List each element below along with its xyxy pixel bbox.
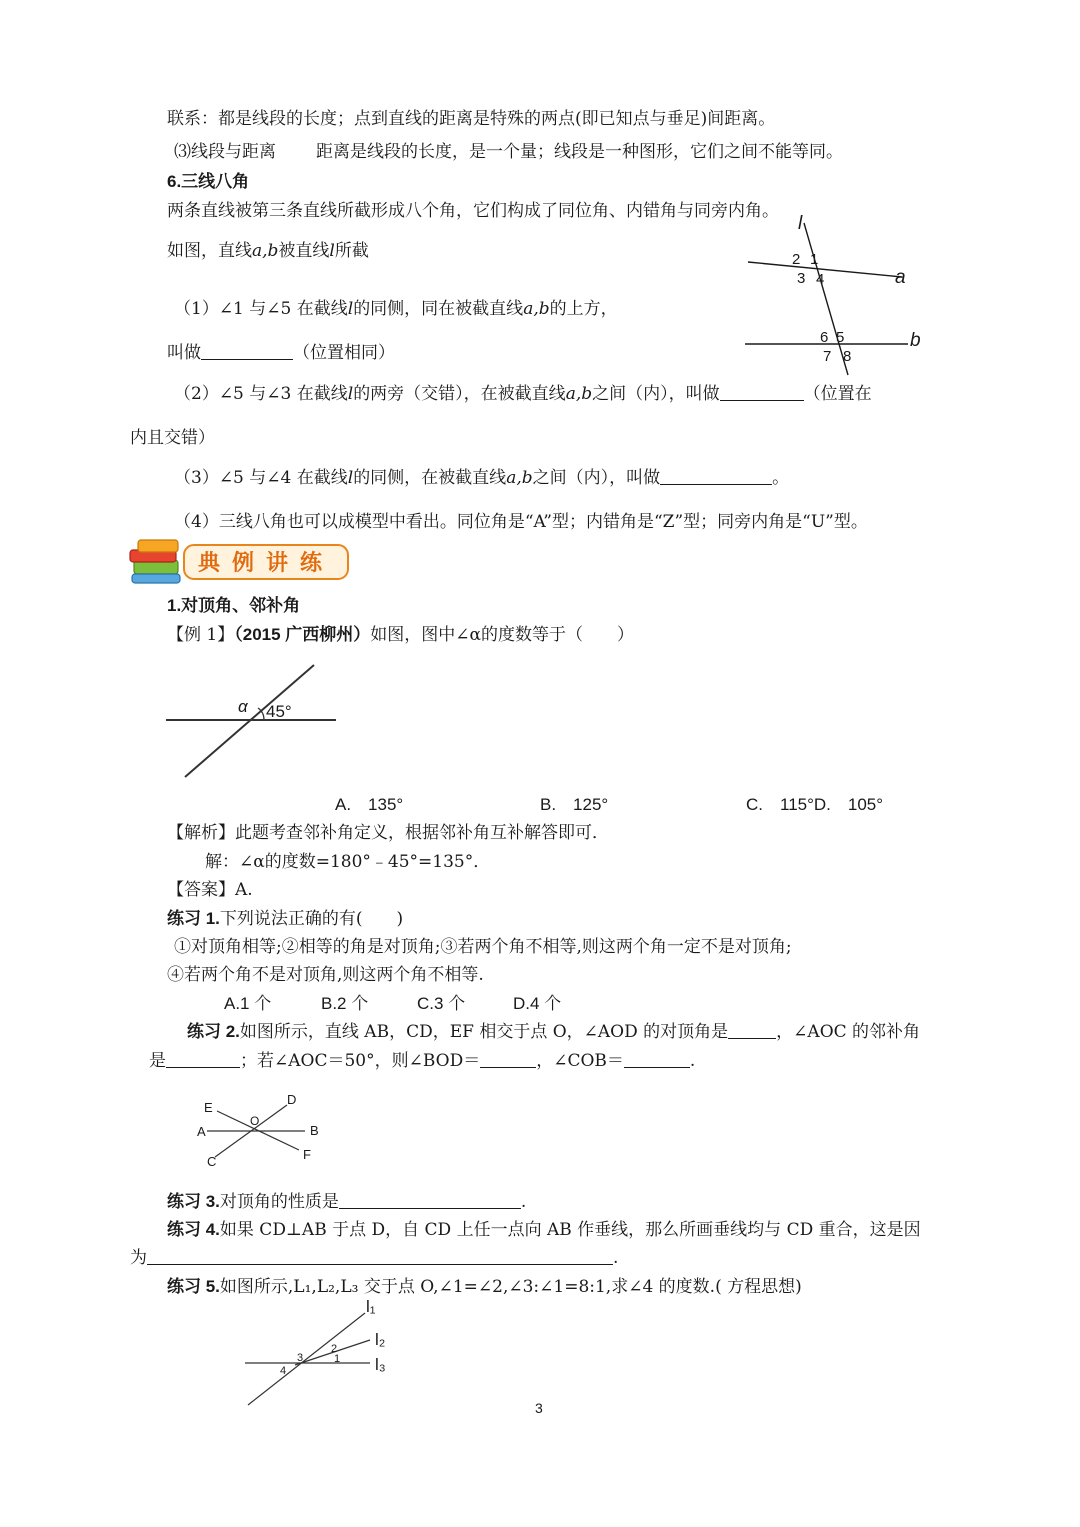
line-a	[748, 262, 902, 277]
practice2-line1	[187, 1020, 920, 1044]
sub1-title: 1.对顶角、邻补角	[167, 596, 301, 615]
practice3-text: 对顶角的性质是	[219, 1192, 339, 1212]
p2-line2: 内且交错）	[130, 428, 215, 448]
practice1-statement4: ④若两个角不是对顶角,则这两个角不相等.	[167, 965, 484, 985]
ex1-answer: 【答案】A.	[167, 880, 253, 900]
practice1-option-d[interactable]: D.4 个	[513, 994, 562, 1013]
fig-intro-l: l	[329, 241, 335, 261]
practice2-text-b: ，∠AOC 的邻补角	[776, 1022, 921, 1042]
item3-line	[174, 140, 843, 164]
p2-text-a: （2）∠5 与∠3 在截线	[174, 384, 348, 404]
ex1-question	[167, 623, 634, 647]
practice3-label: 练习 3.	[167, 1192, 220, 1211]
ex1-source: （2015 广西柳州）	[234, 625, 371, 644]
banner-title: 典例讲练	[198, 551, 335, 576]
practice1-text: 下列说法正确的有( )	[219, 909, 404, 929]
label-l2: l₂	[375, 1330, 386, 1349]
ex1-analysis: 【解析】此题考查邻补角定义，根据邻补角互补解答即可．	[167, 823, 609, 843]
practice4-line2	[130, 1246, 618, 1270]
p2-vars: a,b	[565, 384, 593, 404]
point-o: O	[250, 1114, 260, 1128]
p1-line1	[174, 297, 618, 321]
angle-1: 1	[810, 251, 819, 268]
p3-vars: a,b	[506, 468, 533, 488]
p3-line	[174, 466, 789, 490]
practice2-line2	[149, 1049, 695, 1073]
p3-text-c: 之间（内），叫做	[532, 468, 661, 488]
p1-line2	[167, 341, 395, 365]
angle-1: 1	[334, 1353, 341, 1365]
p2-line1	[174, 382, 872, 406]
fig-intro-text-a: 如图，直线	[167, 241, 252, 261]
label-l: l	[798, 213, 803, 234]
p1-vars: a,b	[523, 299, 550, 319]
practice2-line2-b: ；若∠AOC＝50°，则∠BOD＝	[240, 1051, 481, 1071]
label-a: a	[895, 267, 906, 288]
practice3-blank[interactable]	[339, 1190, 521, 1209]
p2-text-c: 之间（内），叫做	[592, 384, 720, 404]
ex1-label: 【例 1】	[167, 625, 235, 645]
practice2-line2-a: 是	[149, 1051, 166, 1071]
practice4-end: .	[613, 1248, 619, 1268]
practice5-text: 如图所示,L₁,L₂,L₃ 交于点 O,∠1=∠2,∠3:∠1=8:1,求∠4 的度数.( 方程思想)	[219, 1277, 802, 1297]
practice1-option-c[interactable]: C.3 个	[417, 994, 466, 1013]
item3-text: 距离是线段的长度，是一个量；线段是一种图形，它们之间不能等同。	[316, 142, 843, 162]
point-d: D	[287, 1092, 297, 1107]
angle-3: 3	[797, 270, 806, 287]
ex1-option-a[interactable]: A. 135°	[335, 795, 404, 814]
p1-l: l	[347, 299, 354, 319]
angle-4: 4	[816, 271, 825, 288]
three-lines-figure	[740, 215, 930, 385]
p2-l: l	[347, 384, 354, 404]
practice4-label: 练习 4.	[167, 1220, 220, 1239]
point-c: C	[207, 1154, 217, 1169]
point-e: E	[204, 1100, 213, 1115]
p1-text-c: 的上方，	[549, 299, 618, 319]
angle-5: 5	[836, 329, 845, 346]
line-l1	[248, 1313, 365, 1405]
relation-text: 联系：都是线段的长度；点到直线的距离是特殊的两点(即已知点与垂足)间距离。	[167, 109, 776, 129]
label-l1: l₁	[366, 1297, 376, 1316]
page-number: 3	[535, 1400, 543, 1416]
p1-line2-b: （位置相同）	[293, 343, 395, 363]
practice4-line2-text: 为	[130, 1248, 147, 1268]
angle-4: 4	[280, 1365, 287, 1377]
practice2-figure	[195, 1090, 330, 1170]
p2-text-b: 的两旁（交错），在被截直线	[353, 384, 566, 404]
practice4-line1	[167, 1218, 921, 1242]
section6-desc: 两条直线被第三条直线所截形成八个角，它们构成了同位角、内错角与同旁内角。	[167, 201, 779, 221]
p3-text-d: 。	[772, 468, 790, 488]
practice1-option-a[interactable]: A.1 个	[224, 994, 272, 1013]
p3-text-b: 的同侧，在被截直线	[353, 468, 507, 488]
practice1-option-b[interactable]: B.2 个	[321, 994, 369, 1013]
practice4-text: 如果 CD⊥AB 于点 D，自 CD 上任一点向 AB 作垂线，那么所画垂线均与 CD 重合，这是因	[219, 1220, 921, 1240]
point-b: B	[310, 1123, 319, 1138]
angle-8: 8	[843, 348, 852, 365]
practice1-label: 练习 1.	[167, 909, 220, 928]
angle-2: 2	[331, 1343, 338, 1355]
p1-line2-a: 叫做	[167, 343, 201, 363]
p2-blank[interactable]	[720, 382, 804, 401]
practice2-blank-2[interactable]	[166, 1049, 240, 1068]
practice2-line2-d: .	[689, 1051, 696, 1071]
fig-intro-text-c: 所截	[334, 241, 369, 261]
practice3-line	[167, 1190, 526, 1214]
practice5-label: 练习 5.	[167, 1277, 220, 1296]
fig-intro-text-b: 被直线	[278, 241, 330, 261]
fig-intro-vars: a,b	[252, 241, 279, 261]
point-a: A	[197, 1124, 206, 1139]
point-f: F	[303, 1147, 311, 1162]
item3-label: ⑶线段与距离	[174, 142, 276, 162]
figure-intro	[167, 239, 369, 263]
p3-blank[interactable]	[660, 466, 772, 485]
angle-7: 7	[823, 348, 832, 365]
ex1-figure	[160, 660, 350, 785]
p2-text-d: （位置在	[803, 384, 872, 404]
p4-line: （4）三线八角也可以成模型中看出。同位角是“A”型；内错角是“Z”型；同旁内角是“U”型。	[174, 512, 868, 532]
practice4-blank[interactable]	[147, 1246, 613, 1265]
p1-text-a: （1）∠1 与∠5 在截线	[174, 299, 348, 319]
ex1-option-b[interactable]: B. 125°	[540, 795, 609, 814]
ex1-text: 如图，图中∠α的度数等于（ ）	[370, 625, 635, 645]
p1-blank[interactable]	[201, 341, 293, 360]
practice2-label: 练习 2.	[187, 1022, 240, 1041]
practice2-line2-c: ，∠COB＝	[536, 1051, 624, 1071]
ex1-solution: 解：∠α的度数=180°﹣45°=135°．	[205, 852, 491, 872]
ex1-option-cd[interactable]: C. 115°D. 105°	[746, 795, 884, 814]
practice2-blank-1[interactable]	[728, 1020, 776, 1039]
p3-l: l	[347, 468, 354, 488]
label-l3: l₃	[375, 1355, 386, 1374]
ex1-alpha-label: α	[238, 697, 248, 716]
p3-text-a: （3）∠5 与∠4 在截线	[174, 468, 348, 488]
practice2-blank-3[interactable]	[480, 1049, 536, 1068]
practice1-question	[167, 907, 403, 931]
practice3-end: .	[520, 1192, 527, 1212]
ex1-angle-label: 45°	[266, 702, 292, 721]
angle-6: 6	[820, 329, 829, 346]
section6-title: 6.三线八角	[167, 172, 250, 191]
practice1-statements: ①对顶角相等;②相等的角是对顶角;③若两个角不相等,则这两个角一定不是对顶角;	[174, 937, 792, 957]
p1-text-b: 的同侧，同在被截直线	[353, 299, 524, 319]
angle-2: 2	[792, 251, 801, 268]
angle-3: 3	[297, 1352, 304, 1364]
label-b: b	[910, 330, 921, 351]
books-icon	[130, 540, 180, 583]
practice2-blank-4[interactable]	[624, 1049, 690, 1068]
practice5-figure	[240, 1295, 410, 1410]
practice2-text: 如图所示，直线 AB，CD，EF 相交于点 O，∠AOD 的对顶角是	[239, 1022, 729, 1042]
